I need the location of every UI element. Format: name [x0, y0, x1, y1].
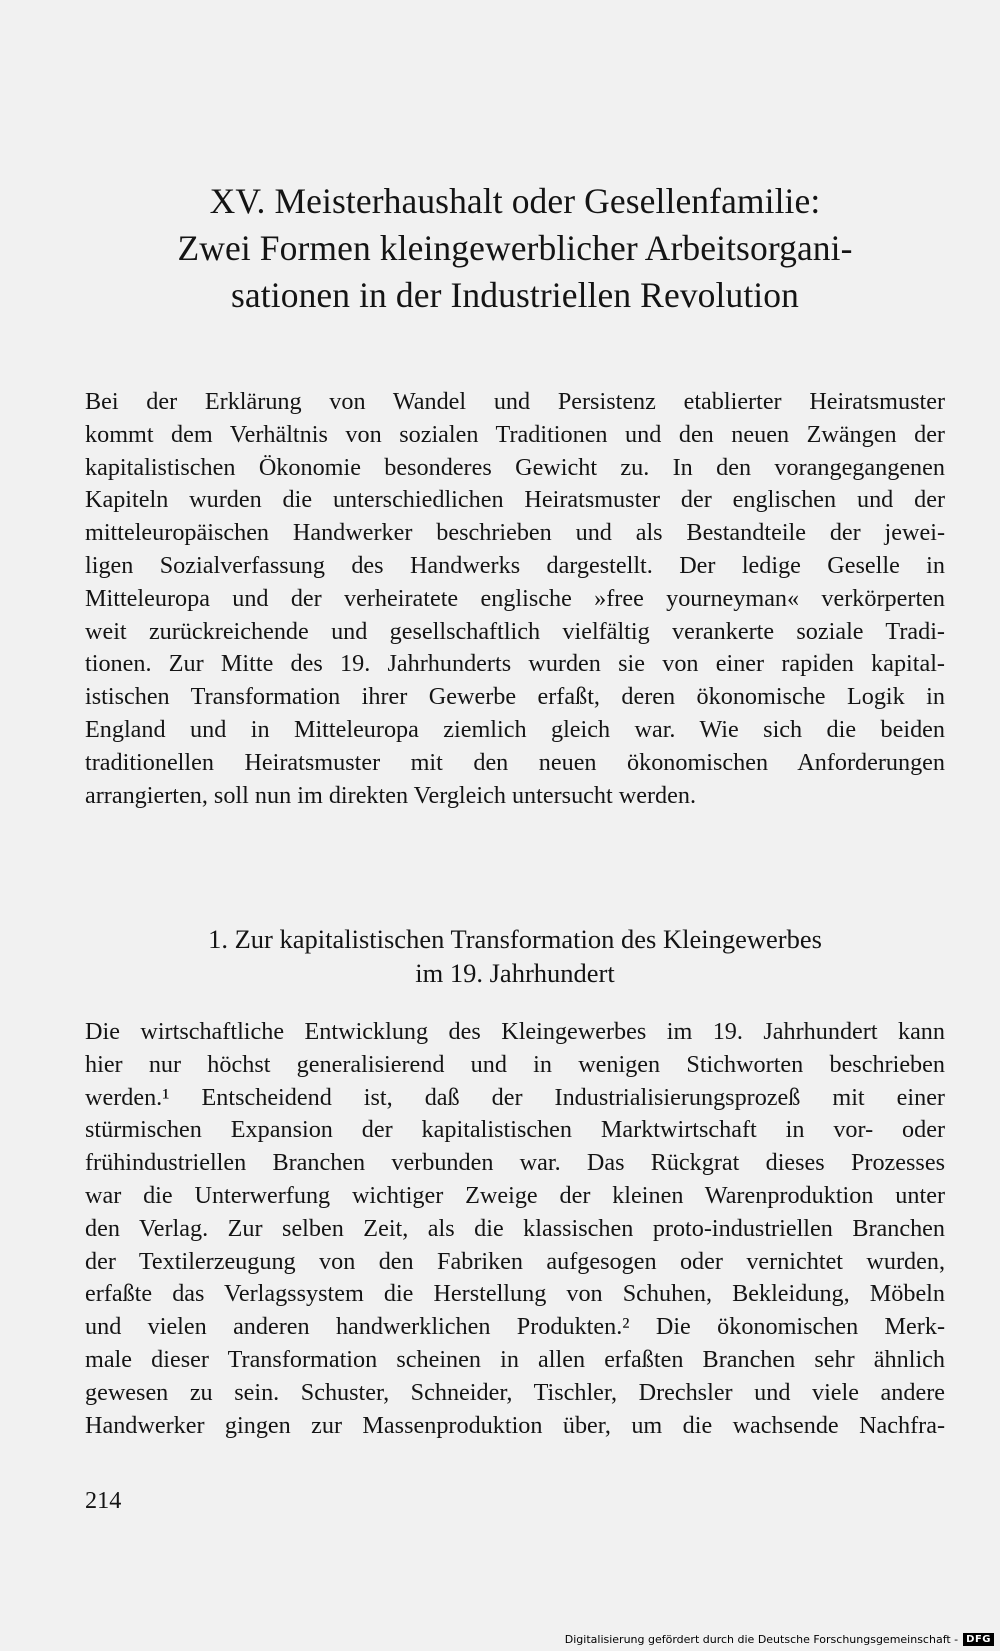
text-line: arrangierten, soll nun im direkten Vergleich untersucht werden. — [85, 781, 696, 809]
text-line: gewesen zu sein. Schuster, Schneider, Tischler, Drechsler und viele andere — [85, 1378, 945, 1406]
text-line: Kapiteln wurden die unterschiedlichen Heiratsmuster der englischen und der — [85, 486, 945, 514]
chapter-title-line: XV. Meisterhaushalt oder Gesellenfamilie: — [209, 181, 821, 221]
text-line: kommt dem Verhältnis von sozialen Traditionen und den neuen Zwängen der — [85, 420, 945, 448]
text-line: der Textilerzeugung von den Fabriken aufgesogen oder vernichtet wurden, — [85, 1247, 945, 1275]
text-line: Mitteleuropa und der verheiratete englische »free yourneyman« verkörperten — [85, 584, 945, 612]
digitization-footer — [565, 1629, 994, 1649]
text-line: frühindustriellen Branchen verbunden war. Das Rückgrat dieses Prozesses — [85, 1149, 945, 1177]
chapter-title-line: Zwei Formen kleingewerblicher Arbeitsorgani- — [177, 228, 853, 268]
chapter-title-line: sationen in der Industriellen Revolution — [231, 275, 799, 315]
text-line: hier nur höchst generalisierend und in wenigen Stichworten beschrieben — [85, 1050, 945, 1078]
section-paragraph — [85, 1016, 945, 1442]
dfg-logo-icon: DFG — [963, 1633, 994, 1646]
text-line: erfaßte das Verlagssystem die Herstellung von Schuhen, Bekleidung, Möbeln — [85, 1280, 945, 1308]
intro-paragraph — [85, 386, 945, 812]
text-line: istischen Transformation ihrer Gewerbe erfaßt, deren ökonomische Logik in — [85, 683, 945, 711]
section-heading-line: 1. Zur kapitalistischen Transformation des Kleingewerbes — [208, 924, 822, 954]
text-line: ligen Sozialverfassung des Handwerks dargestellt. Der ledige Geselle in — [85, 551, 945, 579]
text-line: werden.¹ Entscheidend ist, daß der Industrialisierungsprozeß mit einer — [85, 1083, 945, 1111]
text-line: traditionellen Heiratsmuster mit den neuen ökonomischen Anforderungen — [85, 748, 945, 776]
page-number: 214 — [85, 1487, 122, 1514]
text-line: England und in Mitteleuropa ziemlich gleich war. Wie sich die beiden — [85, 715, 945, 743]
text-line: Handwerker gingen zur Massenproduktion über, um die wachsende Nachfra- — [85, 1411, 945, 1439]
text-line: stürmischen Expansion der kapitalistischen Marktwirtschaft in vor- oder — [85, 1116, 945, 1144]
text-line: weit zurückreichende und gesellschaftlich vielfältig verankerte soziale Tradi- — [85, 617, 945, 645]
footer-credit: Digitalisierung gefördert durch die Deutsche Forschungsgemeinschaft - — [564, 1632, 959, 1646]
text-line: kapitalistischen Ökonomie besonderes Gewicht zu. In den vorangegangenen — [85, 453, 945, 481]
text-line: male dieser Transformation scheinen in allen erfaßten Branchen sehr ähnlich — [85, 1345, 945, 1373]
section-heading-line: im 19. Jahrhundert — [415, 958, 615, 988]
text-line: den Verlag. Zur selben Zeit, als die klassischen proto-industriellen Branchen — [85, 1214, 945, 1242]
section-heading — [85, 922, 945, 990]
text-line: tionen. Zur Mitte des 19. Jahrhunderts wurden sie von einer rapiden kapital- — [85, 650, 945, 678]
text-line: mitteleuropäischen Handwerker beschrieben und als Bestandteile der jewei- — [85, 519, 945, 547]
text-line: war die Unterwerfung wichtiger Zweige der kleinen Warenproduktion unter — [85, 1181, 945, 1209]
text-line: und vielen anderen handwerklichen Produkten.² Die ökonomischen Merk- — [85, 1313, 945, 1341]
text-line: Bei der Erklärung von Wandel und Persistenz etablierter Heiratsmuster — [85, 388, 945, 415]
chapter-title — [85, 178, 945, 319]
text-line: Die wirtschaftliche Entwicklung des Kleingewerbes im 19. Jahrhundert kann — [85, 1018, 945, 1045]
